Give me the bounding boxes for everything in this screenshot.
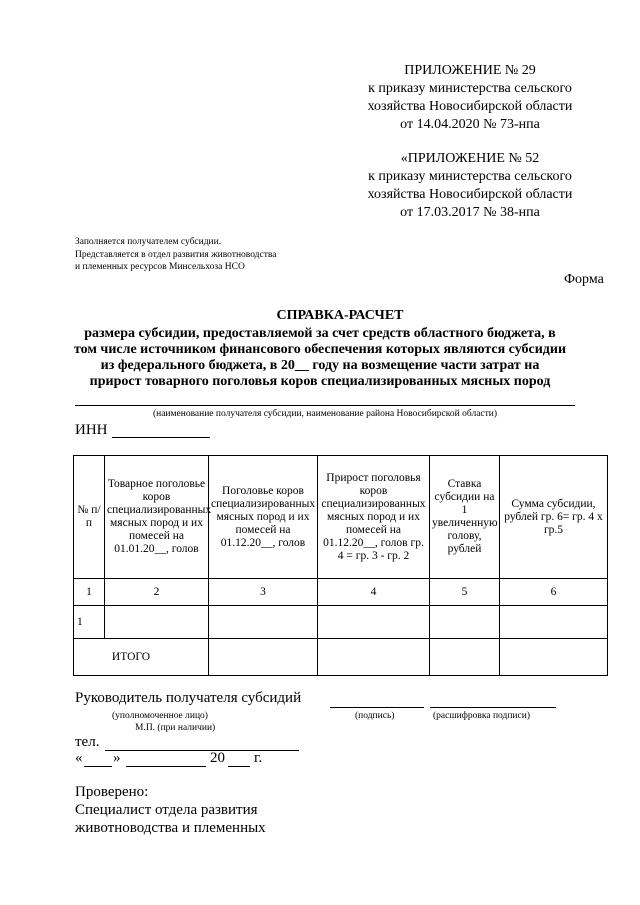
date-year-field[interactable]	[228, 766, 250, 767]
column-number: 1	[74, 579, 105, 606]
date-suffix: г.	[254, 750, 263, 766]
appendix-29	[340, 62, 600, 134]
subtitle-line2: том числе источником финансового обеспечения которых являются субсидии	[73, 342, 567, 357]
header-cell-number: № п/п	[74, 456, 105, 579]
table-header-row	[74, 456, 608, 579]
appendix-52	[340, 150, 600, 222]
appendix-52-title: «ПРИЛОЖЕНИЕ № 52	[400, 151, 540, 166]
appendix-52-line2: хозяйства Новосибирской области	[367, 187, 573, 202]
row-cell-rate[interactable]	[430, 606, 500, 639]
form-label: Форма	[564, 272, 604, 287]
subtitle-line4: прирост товарного поголовья коров специализированных мясных пород	[89, 374, 551, 389]
row-cell-amount[interactable]	[500, 606, 608, 639]
total-cell-increase[interactable]	[318, 639, 430, 676]
phone-label: тел.	[75, 734, 100, 750]
signature-decoding-field[interactable]	[430, 707, 556, 708]
date-month-field[interactable]	[126, 766, 206, 767]
recipient-caption: (наименование получателя субсидии, наименование района Новосибирской области)	[152, 409, 498, 419]
checked-label: Проверено:	[75, 784, 149, 800]
signature-field[interactable]	[330, 707, 424, 708]
total-cell-rate[interactable]	[430, 639, 500, 676]
column-number: 3	[209, 579, 318, 606]
date-open-quote: «	[75, 750, 83, 766]
head-label: Руководитель получателя субсидий	[75, 690, 302, 706]
total-label: ИТОГО	[74, 639, 209, 676]
appendix-29-line3: от 14.04.2020 № 73-нпа	[400, 117, 540, 132]
header-cell-commercial-herd: Товарное поголовье коров специализированных мясных пород и их помесей на 01.01.20__, голов	[105, 456, 209, 579]
subtitle-line1: размера субсидии, предоставляемой за счет средств областного бюджета, в	[84, 326, 556, 341]
row-number: 1	[74, 606, 105, 639]
subsidy-table	[73, 455, 608, 676]
filling-note	[75, 236, 276, 274]
total-row	[74, 639, 608, 676]
authorized-person-caption: (уполномоченное лицо)	[112, 711, 208, 721]
document-title: СПРАВКА-РАСЧЕТ	[276, 308, 404, 323]
appendix-29-line1: к приказу министерства сельского	[368, 81, 572, 96]
header-cell-herd: Поголовье коров специализированных мясных пород и их помесей на 01.12.20__, голов	[209, 456, 318, 579]
phone-field[interactable]	[105, 750, 299, 751]
checked-line2: животноводства и племенных	[75, 820, 266, 836]
decoding-caption: (расшифровка подписи)	[433, 711, 530, 721]
total-cell-herd[interactable]	[209, 639, 318, 676]
total-cell-amount[interactable]	[500, 639, 608, 676]
recipient-name-line[interactable]	[75, 405, 575, 406]
row-cell-increase[interactable]	[318, 606, 430, 639]
column-number: 6	[500, 579, 608, 606]
header-cell-rate: Ставка субсидии на 1 увеличенную голову, рублей	[430, 456, 500, 579]
header-cell-amount: Сумма субсидии, рублей гр. 6= гр. 4 х гр.5	[500, 456, 608, 579]
date-year-prefix: 20	[210, 750, 225, 766]
row-cell-herd[interactable]	[209, 606, 318, 639]
subtitle-line3: из федерального бюджета, в 20__ году на возмещение части затрат на	[100, 358, 540, 373]
appendix-29-title: ПРИЛОЖЕНИЕ № 29	[404, 63, 536, 78]
stamp-caption: М.П. (при наличии)	[135, 723, 216, 733]
appendix-52-line3: от 17.03.2017 № 38-нпа	[400, 205, 540, 220]
row-cell-commercial-herd[interactable]	[105, 606, 209, 639]
column-number-row	[74, 579, 608, 606]
note-line3: и племенных ресурсов Минсельхоза НСО	[75, 262, 245, 272]
column-number: 4	[318, 579, 430, 606]
date-close-quote: »	[113, 750, 121, 766]
checked-block	[75, 783, 266, 837]
appendix-29-line2: хозяйства Новосибирской области	[367, 99, 573, 114]
document-subtitle	[0, 326, 640, 390]
table-row	[74, 606, 608, 639]
inn-label: ИНН	[75, 422, 108, 438]
appendix-52-line1: к приказу министерства сельского	[368, 169, 572, 184]
column-number: 2	[105, 579, 209, 606]
date-day-field[interactable]	[84, 766, 112, 767]
header-cell-increase: Прирост поголовья коров специализированных мясных пород и их помесей на 01.12.20__, голов гр. 4 = гр. 3 - гр. 2	[318, 456, 430, 579]
column-number: 5	[430, 579, 500, 606]
signature-caption: (подпись)	[355, 711, 395, 721]
inn-field[interactable]	[112, 437, 210, 438]
note-line1: Заполняется получателем субсидии.	[75, 237, 222, 247]
checked-line1: Специалист отдела развития	[75, 802, 258, 818]
note-line2: Представляется в отдел развития животноводства	[75, 249, 277, 260]
